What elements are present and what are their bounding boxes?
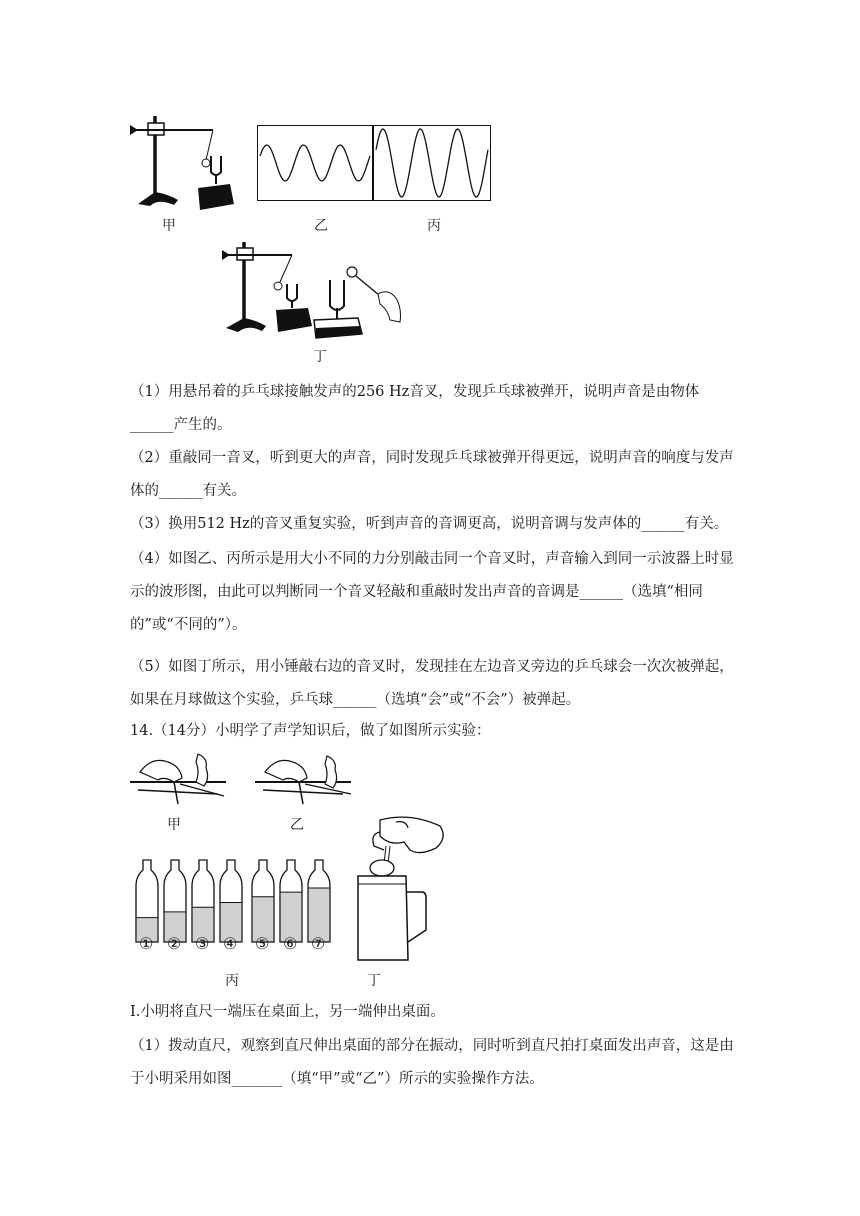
label-ding: 丁 (313, 349, 327, 365)
bottle-number-label: ① (139, 934, 154, 953)
waveform-bing (373, 125, 491, 201)
part1-question-1: （1）拨动直尺，观察到直尺伸出桌面的部分在振动，同时听到直尺拍打桌面发出声音，这是由于小明采用如图_______（填“甲”或“乙”）所示的实验操作方法。 (130, 1038, 734, 1087)
part1-intro: I.小明将直尺一端压在桌面上，另一端伸出桌面。 (130, 1004, 445, 1020)
label-yi: 乙 (314, 218, 328, 234)
bottle-number-label: ⑤ (255, 934, 270, 953)
label-bing: 丙 (427, 218, 441, 234)
ruler-diagram-jia (128, 752, 228, 814)
bottle (164, 860, 186, 942)
stand-fork-diagram-jia (128, 108, 253, 218)
bottle (280, 860, 302, 942)
question-13-1: （1）用悬吊着的乒乓球接触发声的256 Hz音叉，发现乒乓球被弹开，说明声音是由物体______产生的。 (130, 384, 700, 433)
bottle-number-label: ⑥ (283, 934, 298, 953)
question-13-3: （3）换用512 Hz的音叉重复实验，听到声音的音调更高，说明音调与发声体的______有关。 (130, 516, 729, 532)
bottle (252, 860, 274, 942)
resonance-diagram-ding (220, 238, 410, 348)
fig2-label-ding: 丁 (367, 973, 381, 989)
bottle-number-label: ③ (195, 934, 210, 953)
bottle-number-label: ⑦ (311, 934, 326, 953)
ruler-diagram-yi (253, 752, 353, 814)
fig2-label-bing: 丙 (225, 973, 239, 989)
fig2-label-yi: 乙 (290, 817, 304, 833)
bottle-number-label: ② (167, 934, 182, 953)
bottle (192, 860, 214, 942)
bottle (308, 860, 330, 942)
question-14-header: 14.（14分）小明学了声学知识后，做了如图所示实验： (130, 723, 491, 739)
question-13-4: （4）如图乙、丙所示是用大小不同的力分别敲击同一个音叉时，声音输入到同一示波器上时显示的波形图，由此可以判断同一个音叉轻敲和重敲时发出声音的音调是______（选填“相同的”或“不同的”）。 (130, 551, 734, 633)
bottles-diagram-bing (128, 856, 340, 946)
label-jia: 甲 (162, 218, 176, 234)
question-13-5: （5）如图丁所示，用小锤敲右边的音叉时，发现挂在左边音叉旁边的乒乓球会一次次被弹起，如果在月球做这个实验，乒乓球______（选填“会”或“不会”）被弹起。 (130, 659, 734, 708)
fig2-label-jia: 甲 (167, 817, 181, 833)
thermos-pouring-diagram-ding (350, 812, 450, 964)
bottle-number-label: ④ (223, 934, 238, 953)
bottle (136, 860, 158, 942)
question-13-2: （2）重敲同一音叉，听到更大的声音，同时发现乒乓球被弹开得更远，说明声音的响度与发声体的______有关。 (130, 450, 734, 499)
bottle (220, 860, 242, 942)
waveform-yi (257, 125, 373, 201)
